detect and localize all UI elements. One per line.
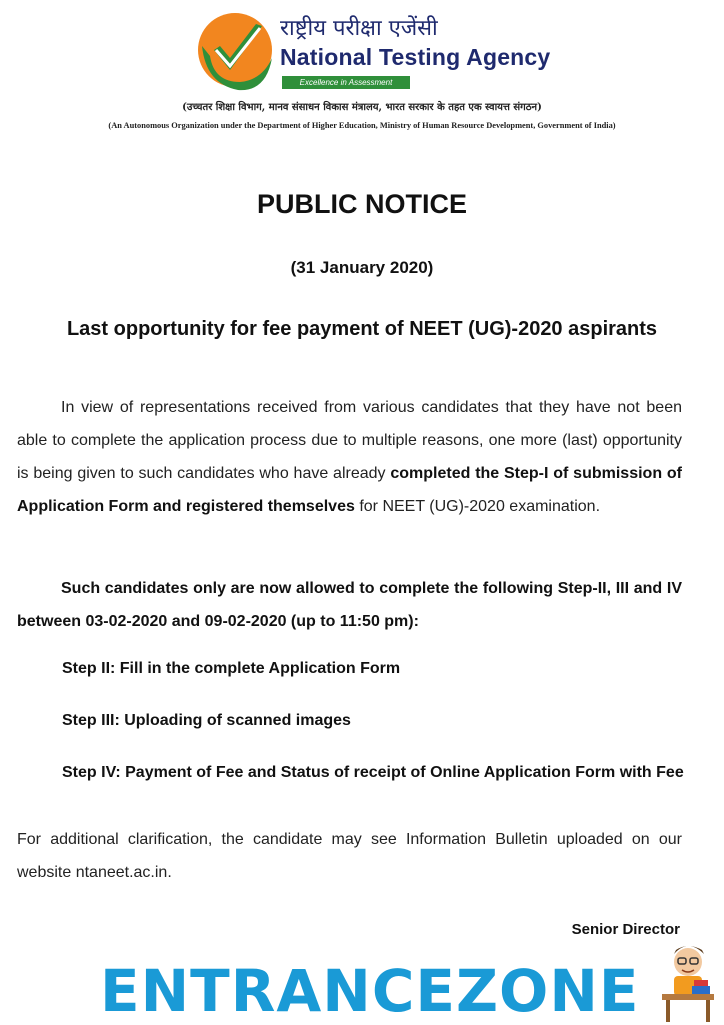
entrancezone-watermark: ENTRANCEZONE <box>100 957 640 1025</box>
logo-tagline: Excellence in Assessment <box>282 76 410 89</box>
signatory-designation: Senior Director <box>571 921 680 938</box>
paragraph-text: In view of representations received from various candidates that they have not been able to complete the application process due to multiple reasons, one more (last) opportunity is being given to such candidates who have already <box>17 399 682 482</box>
step-item: Step III: Uploading of scanned images <box>62 712 351 729</box>
nta-header <box>0 0 724 140</box>
step-item: Step IV: Payment of Fee and Status of receipt of Online Application Form with Fee <box>62 764 684 781</box>
notice-title: PUBLIC NOTICE <box>256 189 467 219</box>
paragraph-clarification: For additional clarification, the candidate may see Information Bulletin uploaded on our website ntaneet.ac.in. <box>17 831 682 881</box>
organization-description-english: (An Autonomous Organization under the Department of Higher Education, Ministry of Human Resource Development, Government of India) <box>108 121 616 130</box>
notice-subject: Last opportunity for fee payment of NEET (UG)-2020 aspirants <box>66 318 658 340</box>
student-mascot-icon <box>652 940 724 1024</box>
notice-date: (31 January 2020) <box>290 258 434 277</box>
step-item: Step II: Fill in the complete Application Form <box>62 660 401 677</box>
paragraph-allowed-candidates: Such candidates only are now allowed to complete the following Step-II, III and IV between 03-02-2020 and 09-02-2020 (up to 11:50 pm): <box>17 580 682 630</box>
paragraph-text: for NEET (UG)-2020 examination. <box>354 498 601 515</box>
nta-logo-icon <box>196 6 274 94</box>
organization-description-hindi: (उच्चतर शिक्षा विभाग, मानव संसाधन विकास मंत्रालय, भारत सरकार के तहत एक स्वायत्त संगठन) <box>182 102 542 113</box>
logo-hindi-name: राष्ट्रीय परीक्षा एजेंसी <box>280 16 438 41</box>
logo-english-name: National Testing Agency <box>280 44 551 70</box>
paragraph-representations <box>17 391 682 523</box>
paragraph-bold-text: completed the Step-I of submission of Application Form and registered themselves <box>17 465 683 515</box>
